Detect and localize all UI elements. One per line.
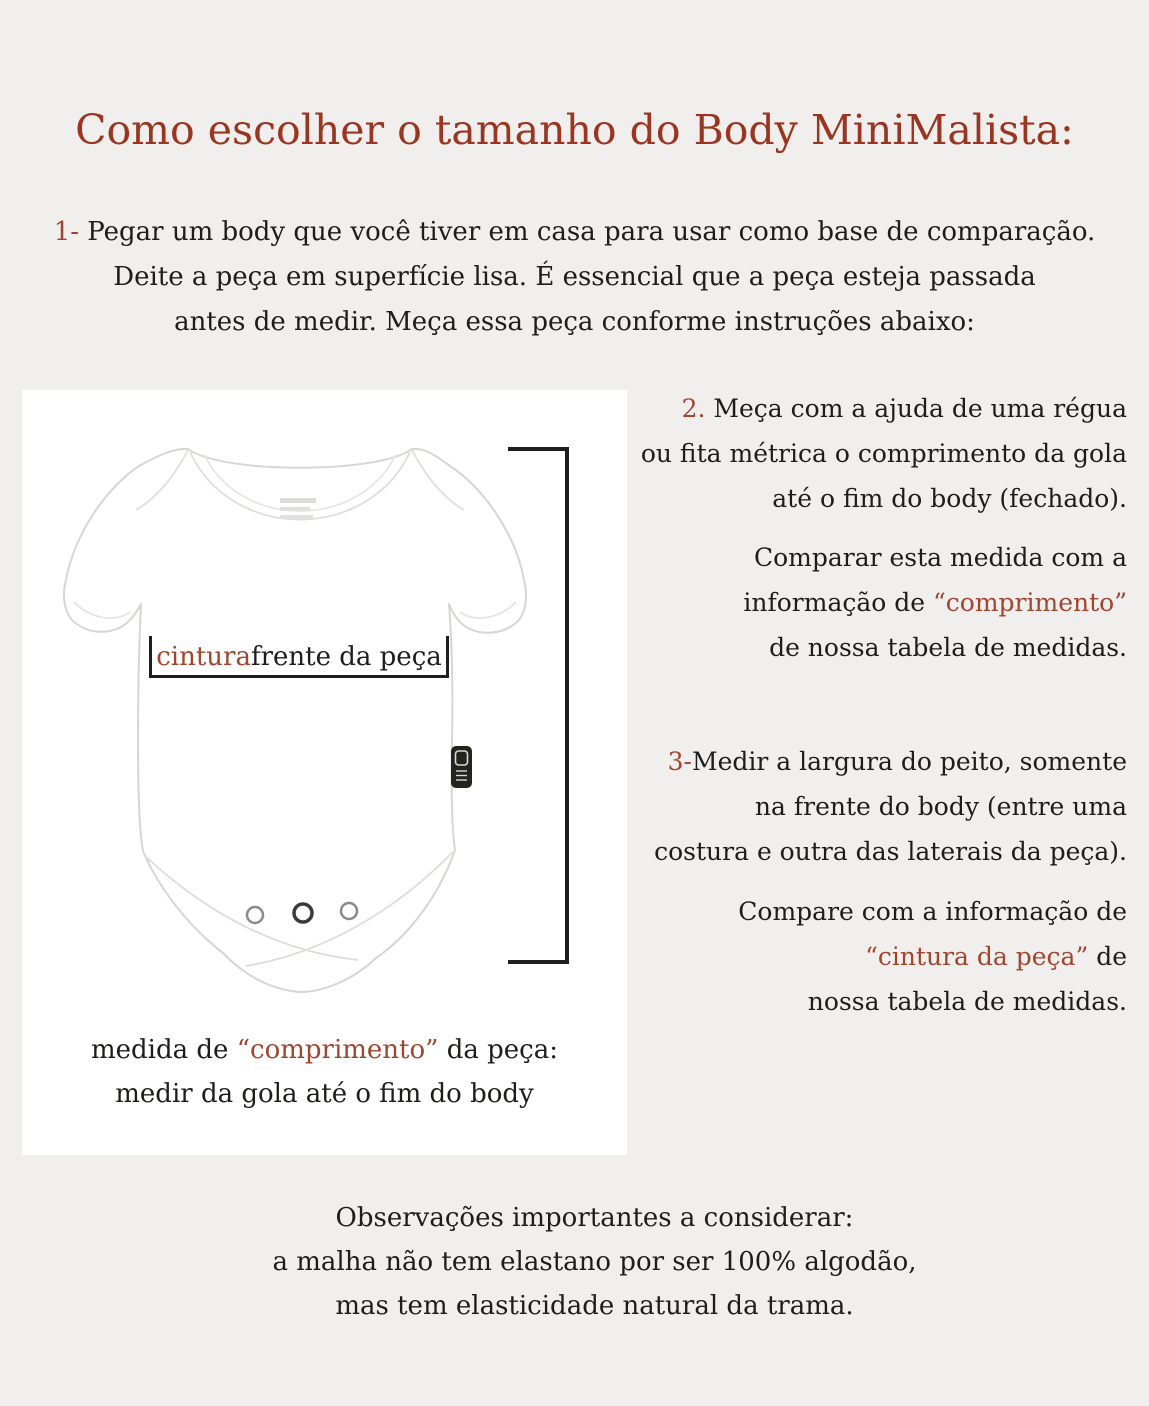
caption-line2: medir da gola até o fim do body [115,1079,534,1109]
page-title: Como escolher o tamanho do Body MiniMalista: [75,106,1074,154]
step3-note-line2-post: de [1088,942,1127,971]
step3-note-line1: Compare com a informação de [738,897,1127,926]
observations-line2: a malha não tem elastano por ser 100% algodão, [272,1247,917,1277]
brand-tag [451,746,472,788]
step2-instructions [630,386,1127,521]
step3-instructions [630,739,1127,874]
caption-line1-post: da peça: [438,1035,558,1065]
step2-line3: até o fim do body (fechado). [772,484,1127,513]
steps-column [630,386,1135,1024]
step2-note-line2-highlight: “comprimento” [933,588,1127,617]
step3-note-line2-highlight: “cintura da peça” [865,942,1089,971]
caption-line1-pre: medida de [91,1035,237,1065]
step2-note-line2-pre: informação de [743,588,934,617]
step1-line1 [0,210,1149,255]
length-measure-bracket [508,447,569,964]
step2-text: Meça com a ajuda de uma régua [705,394,1127,423]
observations-line3: mas tem elasticidade natural da trama. [335,1291,854,1321]
step3-note-line3: nossa tabela de medidas. [807,987,1127,1016]
waist-measure-label [149,636,449,678]
caption-line1-highlight: “comprimento” [236,1035,439,1065]
step1-instructions [0,210,1149,345]
step1-text: Pegar um body que você tiver em casa para usar como base de comparação. [79,217,1096,247]
step2-line2: ou fita métrica o comprimento da gola [640,439,1127,468]
step3-note-line2 [630,934,1127,979]
caption-line1 [22,1028,627,1072]
bodysuit-photo-box [22,390,627,1155]
step3-line3: costura e outra das laterais da peça). [654,837,1127,866]
step3-line2: na frente do body (entre uma [754,792,1127,821]
observations [0,1196,1149,1328]
step1-number: 1- [53,217,80,247]
step2-line1 [630,386,1127,431]
step2-note-line1: Comparar esta medida com a [753,543,1127,572]
observations-line1: Observações importantes a considerar: [335,1203,854,1233]
waist-label-highlight: cintura [156,642,251,672]
step2-note-line3: de nossa tabela de medidas. [769,633,1127,662]
step2-note-line2 [630,580,1127,625]
step2-note [630,535,1127,670]
step3-text: Medir a largura do peito, somente [691,747,1127,776]
photo-caption [22,1028,627,1116]
step3-line1 [630,739,1127,784]
step1-line3: antes de medir. Meça essa peça conforme instruções abaixo: [174,307,975,337]
step3-number: 3- [667,747,692,776]
step1-line2: Deite a peça em superfície lisa. É essencial que a peça esteja passada [113,262,1036,292]
step2-number: 2. [681,394,706,423]
step3-note [630,889,1127,1024]
waist-label-rest: frente da peça [250,642,442,672]
